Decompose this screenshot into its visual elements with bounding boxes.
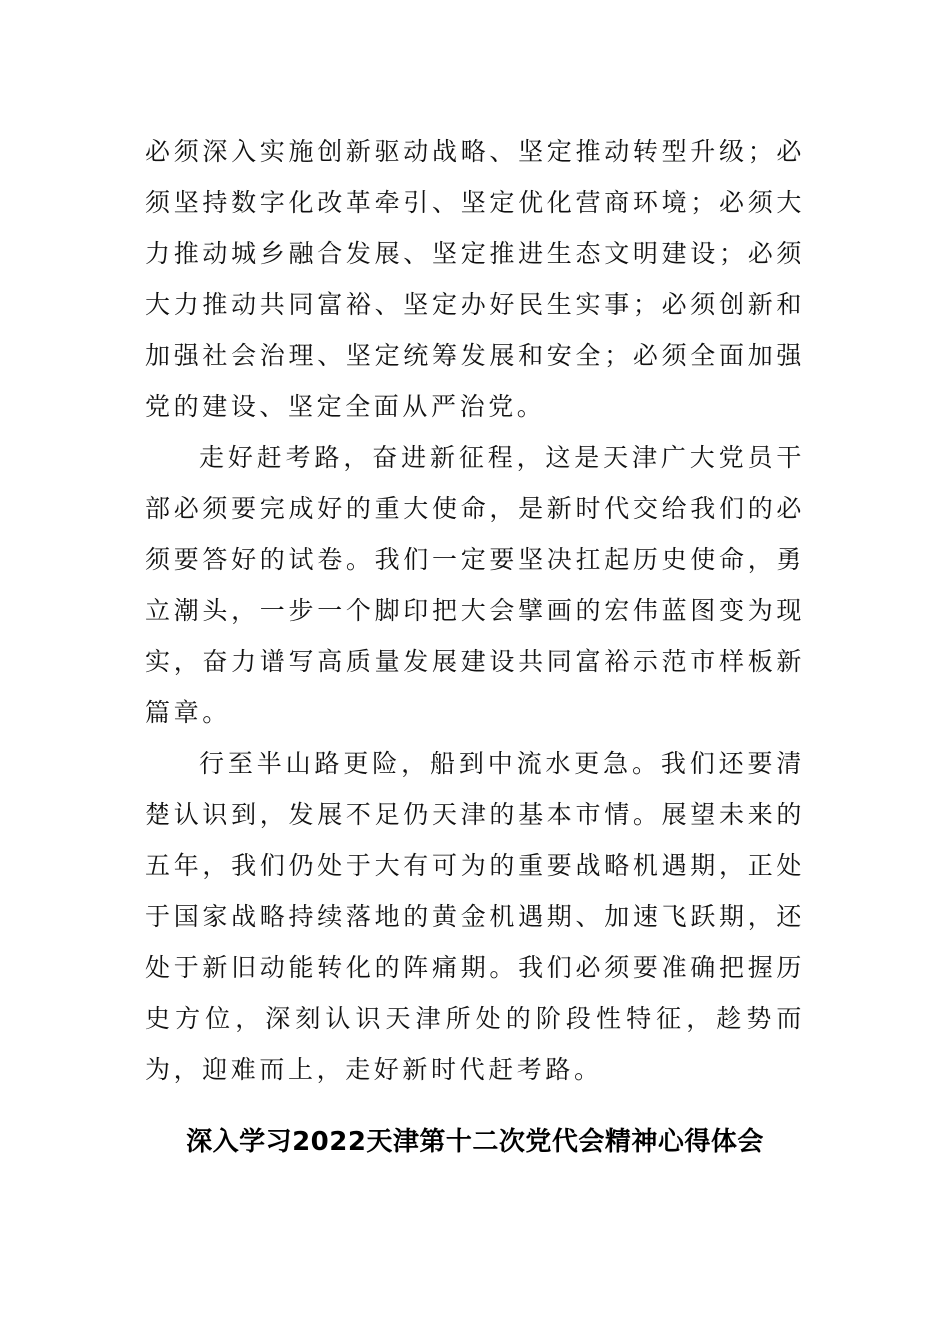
paragraph: 走好赶考路，奋进新征程，这是天津广大党员干部必须要完成好的重大使命，是新时代交给我们的必须要答好的试卷。我们一定要坚决扛起历史使命，勇立潮头，一步一个脚印把大会擘画的宏伟蓝图变为现实，奋力谱写高质量发展建设共同富裕示范市样板新篇章。 xyxy=(145,443,805,727)
article-title: 深入学习2022天津第十二次党代会精神心得体会 xyxy=(186,1127,764,1157)
paragraph-continued: 必须深入实施创新驱动战略、坚定推动转型升级；必须坚持数字化改革牵引、坚定优化营商环境；必须大力推动城乡融合发展、坚定推进生态文明建设；必须大力推动共同富裕、坚定办好民生实事；必须创新和加强社会治理、坚定统筹发展和安全；必须全面加强党的建设、坚定全面从严治党。 xyxy=(145,137,805,421)
paragraph: 行至半山路更险，船到中流水更急。我们还要清楚认识到，发展不足仍天津的基本市情。展望未来的五年，我们仍处于大有可为的重要战略机遇期，正处于国家战略持续落地的黄金机遇期、加速飞跃期，还处于新旧动能转化的阵痛期。我们必须要准确把握历史方位，深刻认识天津所处的阶段性特征，趁势而为，迎难而上，走好新时代赶考路。 xyxy=(145,749,805,1084)
body-text xyxy=(145,126,805,1095)
